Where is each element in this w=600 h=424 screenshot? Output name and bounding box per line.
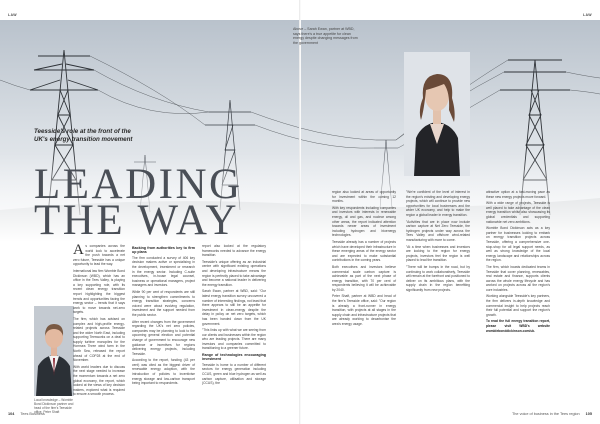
page-number-right: 105 xyxy=(585,412,592,416)
paragraph: Both executives and investors believe commercial scale carbon capture is achievable as part of the next phase of energy transition, with 70 per cent of respondents believing it will be achievable by 2040. xyxy=(332,264,396,292)
article-column-5 xyxy=(406,190,470,294)
paragraph: After recent changes from the government regarding the UK's net zero policies, companies may be planning to look to the upcoming general election and potential change of government to encourage new guidance or incentives for regions delivering energy projects, including Teesside. xyxy=(132,319,195,356)
standfirst xyxy=(34,128,132,144)
paragraph: "There will be bumps in the road, but by continuing to work collaboratively, Teesside will remain at the forefront and positioned to deliver on its ambitious plans, with the supply chain in the region benefiting significantly from new projects. xyxy=(406,264,470,292)
standfirst-line-1: Teesside's role at the front of the xyxy=(34,128,131,135)
paragraph: With key respondents including companies and investors with interests in renewable energy, oil and gas, and nuclear among other areas, the report indicated attention towards newer areas of investment including hydrogen and bioenergy technologies. xyxy=(332,205,396,238)
paragraph: The firm, which has advised on complex and high-profile energy-related projects across Teesside and the wider North East, including supporting Teesworks on a deal to supply turbine monopiles for the Hornsea Three wind farm in the North Sea, released the report ahead of COP28 at the end of November. xyxy=(73,316,125,363)
section-tag-right: LAW xyxy=(583,13,592,17)
article-column-3 xyxy=(202,244,266,388)
paragraph: region also looked at areas of opportunity for investment within the coming 12 months. xyxy=(332,190,396,204)
paragraph: Teesside's unique offering as an industrial centre with significant existing operations and developing infrastructure means the region is perfectly placed to take advantage and become a national leader in delivering the energy transition. xyxy=(202,259,266,287)
call-to-action: To read the full energy transition report, please visit WBD's website womblebonddickinson.com/uk. xyxy=(486,319,550,333)
paragraph: With a wide range of projects, Teesside is well placed to take advantage of the clean energy transition whilst also showcasing its global credentials and supporting nationwide net zero ambitions. xyxy=(486,201,550,224)
paragraph: Womble Bond Dickinson acts as a key partner for businesses looking to embark on energy transition projects across Teesside, offering a comprehensive one-stop-shop for all legal support needs, as well as strong knowledge of the local energy landscape and relationships across the region. xyxy=(486,226,550,263)
paragraph: "Activities that are in place now include carbon capture at Net Zero Teesside, the hydrogen projects under way across the Tees Valley and offshore wind-related manufacturing with more to come. xyxy=(406,219,470,242)
drop-cap: A xyxy=(73,242,84,258)
headline-line-1: LEADING xyxy=(34,161,243,208)
paragraph: "This links up with what we are seeing from our clients and businesses within the region who are leading projects. There are many investors and companies committed to transitioning to a greener future. xyxy=(202,328,266,351)
paragraph: Teesside already has a number of projects which have developed their infrastructure in these emerging areas of the energy sector and are expected to make substantial contributions in the coming years. xyxy=(332,239,396,263)
paragraph: "At a time when businesses and investors are looking to the region for energy projects, investors feel the region is well placed to lead the transition. xyxy=(406,244,470,263)
publication-tagline: The voice of business in the Tees region xyxy=(511,412,580,416)
paragraph: report also looked at the regulatory frameworks needed to advance the energy transition. xyxy=(202,244,266,258)
page-spine xyxy=(299,0,301,424)
article-column-6 xyxy=(486,190,550,335)
paragraph: With world leaders due to discuss the next stage needed to increase the momentum towards a net zero global economy, the report, which looked at the views of key decision makers, explored what is required to ensure a smooth process. xyxy=(73,364,125,397)
section-tag-left: LAW xyxy=(8,13,17,17)
paragraph: Teesside is home to a number of different sectors for energy generation including CCUS, green and blue hydrogen as well as carbon capture, utilisation and storage (CCUS), the xyxy=(202,362,266,386)
paragraph: Working alongside Teesside's key partners, the firm delivers in-depth knowledge and commercial insight to help projects reach their full potential and support the region's growth. xyxy=(486,294,550,317)
paragraph: The firm conducted a survey of 406 key decision makers active or specialising in the development, investment or research in the energy sector. Including C-suite executives, in-house legal counsel, business or operational managers, project managers and investors. xyxy=(132,255,195,288)
publication-name: Tees Business xyxy=(20,412,45,416)
paragraph: "We're confident of the level of interest in the region's existing and developing energy projects, which will continue to provide new opportunities for local businesses and the wider UK economy, and help to make the region a global leader in energy transition. xyxy=(406,190,470,217)
paragraph: International law firm Womble Bond Dickinson (WBD), which has an office in the Tees Valley, is playing a key supporting role, with its recent clean energy transition report highlighting the biggest trends and opportunities facing the energy sector – trends that it says work to move towards net-zero targets. xyxy=(73,268,125,315)
paragraph: Sarah Ewan, partner at WBD, said: "Our latest energy transition survey uncovered a number of interesting findings, not least that there appears to still be an appetite for investment in clean-energy despite the delay in policy on net zero targets, which has been handed down from the UK government. xyxy=(202,289,266,326)
footer-right xyxy=(512,412,592,416)
paragraph: According to the report, funding (43 per cent) was cited as the biggest driver of renewable energy adoption, with the introduction of policies to incentivise energy storage and low-carbon transport being important to respondents. xyxy=(132,358,195,386)
paragraph: The firm, which boasts dedicated teams in Teesside that cover planning, renewables, real estate and finance, supports clients across the whole energy lifecycle and has worked on projects across all the region's core industries. xyxy=(486,264,550,292)
article-column-4 xyxy=(332,190,396,329)
paragraph: Peter Shaft, partner at WBD and head of the firm's Teesside office, said: "Our region is already a front-runner in energy transition, with projects at all stages in the supply chain and infrastructure projects that are already working to decarbonise the area's energy usage. xyxy=(332,294,396,327)
page-number-left: 104 xyxy=(8,412,15,416)
article-column-1 xyxy=(73,244,125,399)
footer-left xyxy=(8,412,45,416)
headline-line-2: THE WAY xyxy=(34,197,240,244)
portrait-peter-shaft xyxy=(34,306,74,396)
portrait-sarah-ewan xyxy=(404,52,470,176)
paragraph: As companies across the world look to accelerate the push towards a net zero future, Teesside has a unique opportunity to lead the way. xyxy=(73,242,125,267)
hero-caption: Above – Sarah Ewan, partner at WBD, says there's a true appetite for clean energy despite changing messages from the government xyxy=(293,27,358,45)
article-column-2 xyxy=(132,244,195,388)
subheading: Range of technologies encouraging investment xyxy=(202,353,266,362)
subheading: Backing from authorities key to firm up plans xyxy=(132,246,195,255)
standfirst-line-2: UK's energy transition movement xyxy=(34,136,133,143)
paragraph: While 90 per cent of respondents are still planning to strengthen commitments to energy transition strategies, concerns voiced were about evolving regulation, investment and the support needed from the public sector. xyxy=(132,289,195,317)
paragraph: attractive option at a fast-moving pace as these new energy projects move forward. xyxy=(486,190,550,199)
portrait-caption: Local knowledge – Womble Bond Dickinson partner and head of the firm's Teesside office, Peter Shaft xyxy=(34,398,74,415)
